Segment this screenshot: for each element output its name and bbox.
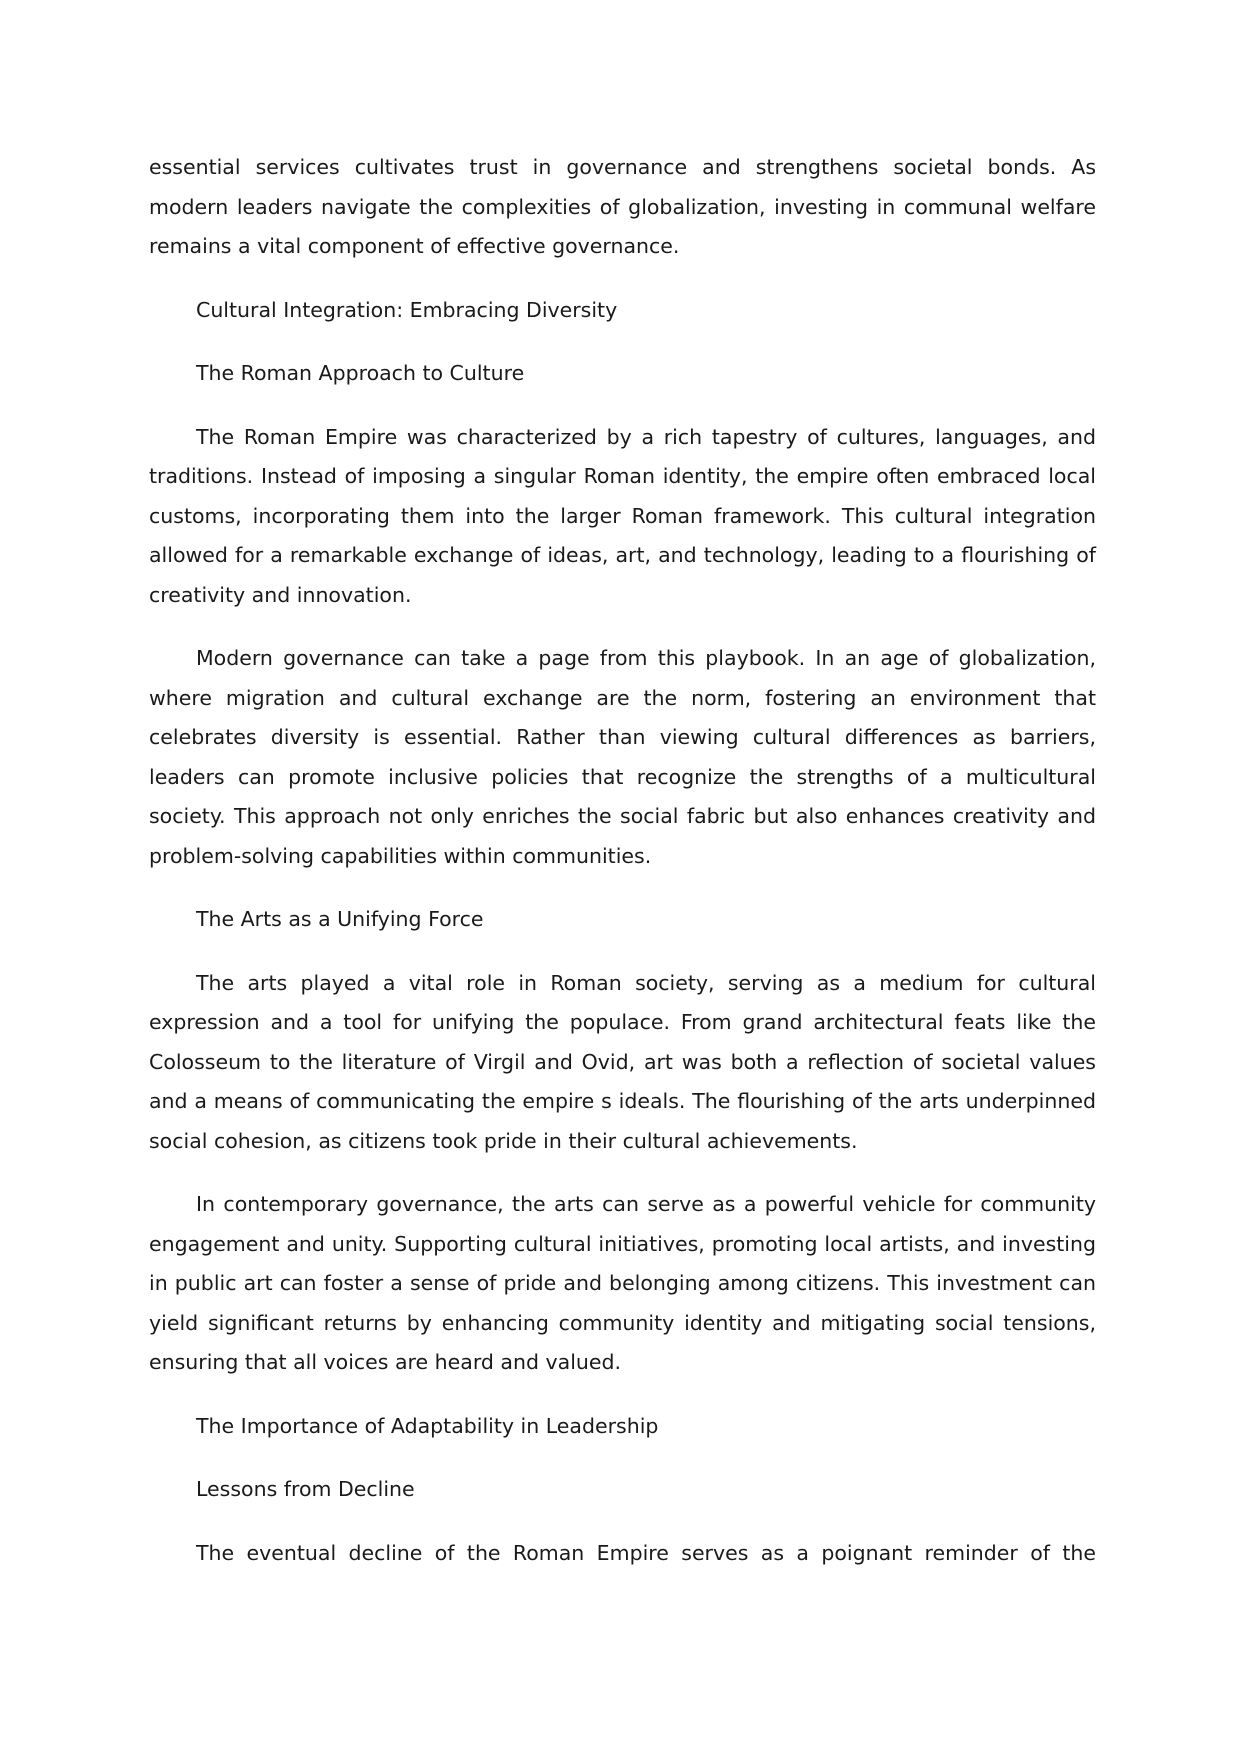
paragraph-contemporary-arts: In contemporary governance, the arts can serve as a powerful vehicle for community engagement and unity. Supporting cultural initiatives, promoting local artists, and investing in public art can foster a sense of pride and belonging among citizens. This investment can yield significant returns by enhancing community identity and mitigating social tensions, ensuring that all voices are heard and valued. <box>149 1192 1096 1374</box>
subheading-lessons-decline: Lessons from Decline <box>196 1477 415 1501</box>
paragraph-eventual-decline: The eventual decline of the Roman Empire serves as a poignant reminder of the <box>196 1540 1096 1565</box>
document-page <box>149 148 1096 1597</box>
subheading-arts-unifying: The Arts as a Unifying Force <box>196 907 484 931</box>
section-heading-adaptability: The Importance of Adaptability in Leadership <box>196 1413 659 1438</box>
paragraph-welfare-conclusion: essential services cultivates trust in governance and strengthens societal bonds. As modern leaders navigate the complexities of globalization, investing in communal welfare remains a vital component of effective governance. <box>149 155 1096 258</box>
section-heading-cultural-integration: Cultural Integration: Embracing Diversity <box>196 297 618 322</box>
paragraph-modern-governance: Modern governance can take a page from this playbook. In an age of globalization, where migration and cultural exchange are the norm, fostering an environment that celebrates diversity is essential. Rather than viewing cultural differences as barriers, leaders can promote inclusive policies that recognize the strengths of a multicultural society. This approach not only enriches the social fabric but also enhances creativity and problem-solving capabilities within communities. <box>149 646 1096 868</box>
paragraph-arts-roman-society: The arts played a vital role in Roman society, serving as a medium for cultural expression and a tool for unifying the populace. From grand architectural feats like the Colosseum to the literature of Virgil and Ovid, art was both a reflection of societal values and a means of communicating the empire s ideals. The flourishing of the arts underpinned social cohesion, as citizens took pride in their cultural achievements. <box>149 970 1096 1153</box>
paragraph-roman-cultures: The Roman Empire was characterized by a rich tapestry of cultures, languages, and traditions. Instead of imposing a singular Roman identity, the empire often embraced local customs, incorporating them into the larger Roman framework. This cultural integration allowed for a remarkable exchange of ideas, art, and technology, leading to a flourishing of creativity and innovation. <box>149 424 1096 607</box>
subheading-roman-approach: The Roman Approach to Culture <box>196 361 525 385</box>
